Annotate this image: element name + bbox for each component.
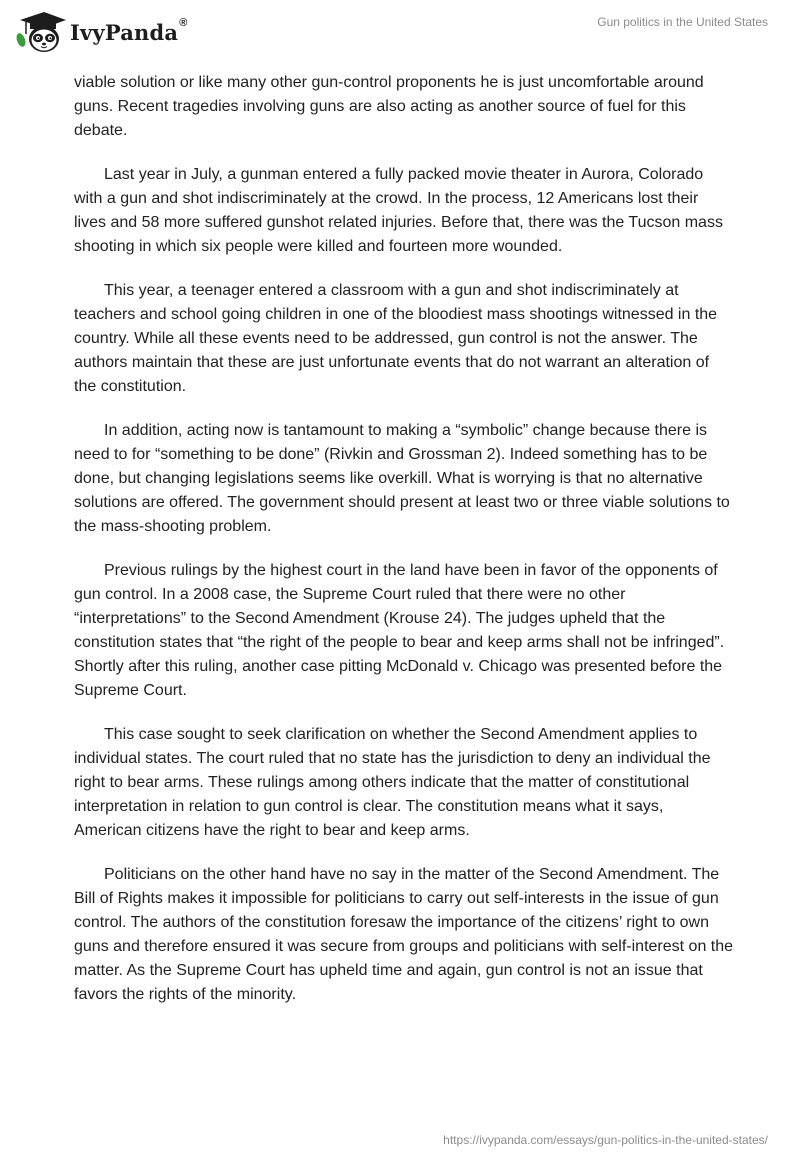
paragraph-2: Last year in July, a gunman entered a fully packed movie theater in Aurora, Colorado with a gun and shot indiscriminately at the crowd. In the process, 12 Americans lost their lives and 58 more suffered gunshot related injuries. Before that, there was the Tucson mass shooting in which six people were killed and fourteen more wounded. — [74, 166, 723, 255]
paragraph-4: In addition, acting now is tantamount to making a “symbolic” change because there is need to for “something to be done” (Rivkin and Grossman 2). Indeed something has to be done, but changing legislations seems like overkill. What is worrying is that no alternative solutions are offered. The government should present at least two or three viable solutions to the mass-shooting problem. — [74, 422, 730, 535]
page-header — [0, 0, 800, 60]
panda-graduate-icon — [14, 10, 66, 54]
ivypanda-logo[interactable] — [14, 10, 187, 54]
paragraph-7: Politicians on the other hand have no say in the matter of the Second Amendment. The Bill of Rights makes it impossible for politicians to carry out self-interests in the issue of gun control. The authors of the constitution foresaw the importance of the citizens’ right to own guns and therefore ensured it was secure from groups and politicians with self-interest on the matter. As the Supreme Court has upheld time and again, gun control is not an issue that favors the rights of the minority. — [74, 866, 734, 1003]
source-url[interactable]: https://ivypanda.com/essays/gun-politics-in-the-united-states/ — [443, 1133, 768, 1147]
paragraph-6: This case sought to seek clarification on whether the Second Amendment applies to individual states. The court ruled that no state has the jurisdiction to deny an individual the right to bear arms. These rulings among others indicate that the matter of constitutional interpretation in relation to gun control is clear. The constitution means what it says, American citizens have the right to bear and keep arms. — [74, 726, 711, 839]
paragraph-5: Previous rulings by the highest court in the land have been in favor of the opponents of gun control. In a 2008 case, the Supreme Court ruled that there were no other “interpretations” to the Second Amendment (Krouse 24). The judges upheld that the constitution states that “the right of the people to bear and keep arms shall not be infringed”. Shortly after this ruling, another case pitting McDonald v. Chicago was presented before the Supreme Court. — [74, 562, 725, 699]
essay-body — [74, 71, 734, 1027]
paragraph-1: viable solution or like many other gun-control proponents he is just uncomfortable around guns. Recent tragedies involving guns are also acting as another source of fuel for this debate. — [74, 74, 704, 139]
registered-mark: ® — [179, 17, 188, 29]
paragraph-3: This year, a teenager entered a classroom with a gun and shot indiscriminately at teachers and school going children in one of the bloodiest mass shootings witnessed in the country. While all these events need to be addressed, gun control is not the answer. The authors maintain that these are just unfortunate events that do not warrant an alteration of the constitution. — [74, 282, 718, 395]
document-title: Gun politics in the United States — [597, 15, 768, 29]
logo-text: IvyPanda — [70, 19, 179, 45]
